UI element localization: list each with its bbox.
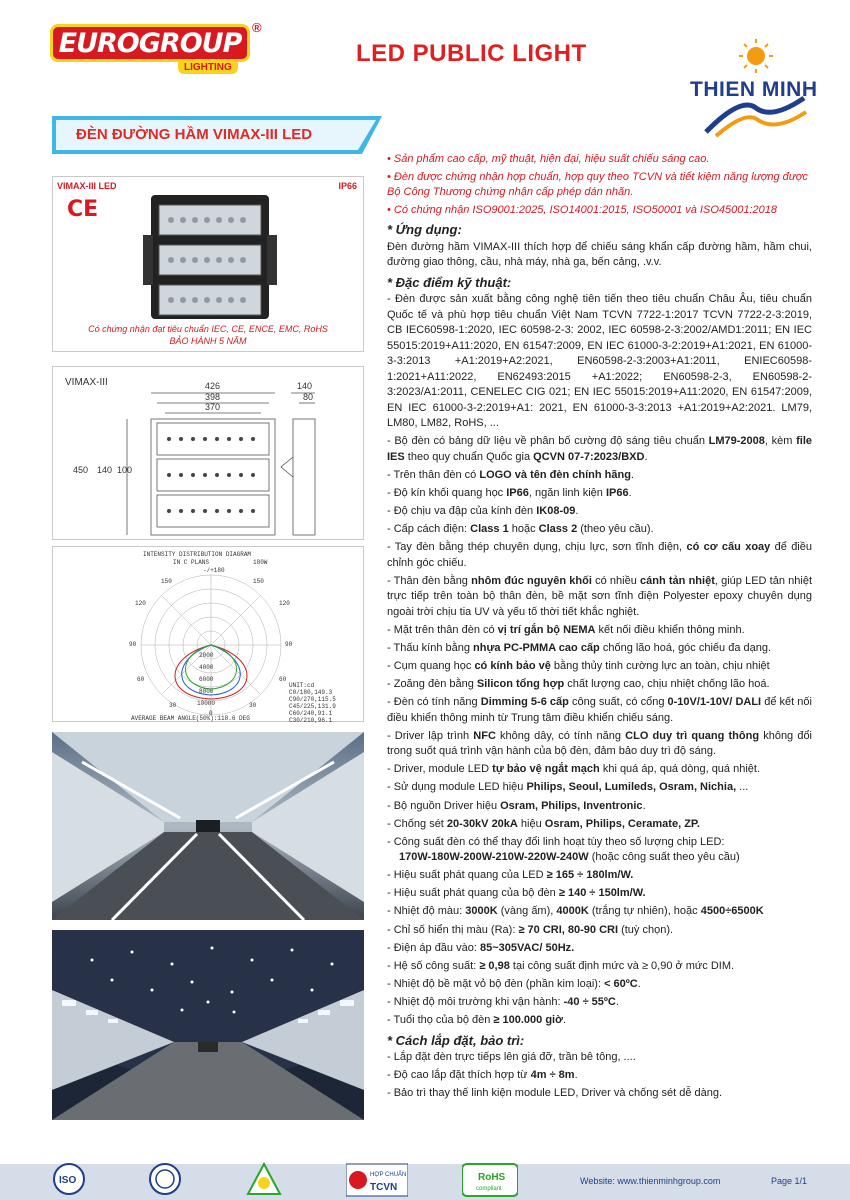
install-heading: * Cách lắp đặt, bảo trì: bbox=[387, 1032, 525, 1048]
ring-2000: 2000 bbox=[199, 652, 214, 659]
tech-ip: - Độ kín khối quang học IP66, ngăn linh kiện IP66. bbox=[387, 486, 632, 499]
tech-ik: - Độ chịu va đập của kính đèn IK08-09. bbox=[387, 504, 579, 517]
led-fixture-image bbox=[53, 187, 365, 327]
tech-driver-nfc: - Driver lập trình NFC không dây, có tính năng CLO duy trì quang thông không đổi trong suốt quá trình vận hành của bộ đèn, đảm bảo duy trì độ sáng. bbox=[387, 729, 813, 758]
legend-item-2: C90/270,115.5 bbox=[289, 696, 336, 703]
legend-item-4: C60/240,91.1 bbox=[289, 710, 333, 717]
eurogroup-logo-sub: LIGHTING bbox=[178, 61, 238, 74]
tunnel-photo-2-image bbox=[52, 930, 364, 1120]
drawing-label: VIMAX-III bbox=[65, 377, 108, 388]
angle-90-left: 90 bbox=[129, 641, 137, 648]
energy-label-icon bbox=[246, 1162, 282, 1198]
ip-rating-label: IP66 bbox=[338, 181, 357, 191]
angle-60-right: 60 bbox=[279, 676, 287, 683]
tech-protection: - Driver, module LED tự bảo vệ ngắt mạch khi quá áp, quá dòng, quá nhiệt. bbox=[387, 763, 761, 776]
tcvn-cert-bottom: TCVN bbox=[370, 1182, 398, 1193]
angle-150-right: 150 bbox=[253, 578, 264, 585]
tech-gasket: - Zoăng đèn bằng Silicon tổng hợp chất lượng cao, chịu nhiệt chống lão hoá. bbox=[387, 678, 770, 691]
dim-100: 100 bbox=[117, 465, 133, 475]
thienminh-logo-name: THIEN MINH bbox=[690, 78, 818, 101]
dim-370: 370 bbox=[205, 402, 221, 412]
angle-30-right: 30 bbox=[249, 702, 257, 709]
tech-surface-temp: - Nhiệt độ bề mặt vỏ bộ đèn (phần kim loại): < 60ºC. bbox=[387, 977, 641, 990]
intro-bullet-3: • Có chứng nhận ISO9001:2025, ISO14001:2015, ISO50001 và ISO45001:2018 bbox=[387, 203, 778, 216]
certification-caption-line1: Có chứng nhận đạt tiêu chuẩn IEC, CE, ENCE, EMC, RoHS bbox=[88, 324, 328, 334]
tech-insulation: - Cấp cách điện: Class 1 hoặc Class 2 (theo yêu cầu). bbox=[387, 522, 654, 535]
tech-led-brand: - Sử dụng module LED hiệu Philips, Seoul, Lumileds, Osram, Nichia, ... bbox=[387, 781, 749, 794]
dim-426: 426 bbox=[205, 381, 221, 391]
tech-ambient-temp: - Nhiệt độ môi trường khi vận hành: -40 ÷ 55ºC. bbox=[387, 995, 619, 1008]
tech-standards: - Đèn được sản xuất bằng công nghệ tiên tiến theo tiêu chuẩn Châu Âu, tiêu chuẩn Quốc tế và phù hợp tiêu chuẩn Việt Nam TCVN 7722-1:2017 TCVN 7722-2-3:2019, CB IEC60598-1:2020, IEC 60598-2-3: 2002, IEC 60598-2-3:2002/AMD1:2011; EN IEC 55015:2019+A11:2020, EN 61547:2009, EN IEC 61000-3-2:2019+A1:2021, EN 61000-3-3:2013 +A1:2019+A2:2021, EN60598-2-3:2003+A1:2011, ENIEC60598-1:2021+A11:2022, EN62493:2015 +A1:2022; EN60598-2-3, EN60598-2-3:2023/A1:2011, CENELEC CIG 021; EN IEC 55015:2019+A11:2020, EN 61547:2009, EN IEC 61000-3-2:2019+A1: 2021, EN 61000-3-3:2013 +A1:2019+A2:2021. LM79, LM80, LM82, RoHS, ... bbox=[387, 293, 812, 429]
tech-dimming: - Đèn có tính năng Dimming 5-6 cấp công suất, có cổng 0-10V/1-10V/ DALI để kết nối điều khiển thông minh từ Trung tâm điều khiển chiếu sáng. bbox=[387, 696, 812, 724]
angle-150-left: 150 bbox=[161, 578, 172, 585]
dim-140-top: 140 bbox=[297, 381, 313, 391]
iso-cert-icon bbox=[52, 1162, 86, 1198]
tcvn-cert-logo bbox=[346, 1162, 408, 1198]
legend-item-5: C30/210,96.1 bbox=[289, 717, 333, 723]
install-mounting: - Lắp đặt đèn trực tiếps lên giá đỡ, trần bê tông, .... bbox=[387, 1051, 636, 1064]
footer-page-number: Page 1/1 bbox=[771, 1176, 808, 1186]
tech-body: - Thân đèn bằng nhôm đúc nguyên khối có nhiều cánh tản nhiệt, giúp LED tản nhiệt trực tiếp trên toàn bộ thân đèn, bề mặt sơn tĩnh điện Polyester epoxy chuyên dụng ngoài trời chịu tia UV và yếu tố thời tiết khắc nghiệt. bbox=[387, 574, 813, 618]
thienminh-logo bbox=[686, 36, 826, 146]
tech-led-efficacy: - Hiệu suất phát quang của LED ≥ 165 ÷ 180lm/W. bbox=[387, 869, 634, 882]
ring-10000: 10000 bbox=[197, 700, 216, 707]
rohs-cert-logo bbox=[462, 1162, 518, 1198]
iso-cert-logo-1 bbox=[52, 1162, 86, 1198]
product-photo-label: VIMAX-III LED bbox=[57, 181, 117, 191]
rohs-sub: compliant bbox=[476, 1186, 502, 1192]
angle-120-left: 120 bbox=[135, 600, 146, 607]
tech-bracket: - Tay đèn bằng thép chuyên dụng, chịu lực, sơn tĩnh điện, có cơ cấu xoay để điều chỉnh góc chiếu. bbox=[387, 541, 812, 569]
dim-398: 398 bbox=[205, 392, 221, 402]
tunnel-photo-1-image bbox=[52, 732, 364, 920]
tech-luminaire-efficacy: - Hiệu suất phát quang của bộ đèn ≥ 140 ÷ 150lm/W. bbox=[387, 887, 646, 900]
intro-bullet-1: • Sản phẩm cao cấp, mỹ thuật, hiện đại, hiệu suất chiếu sáng cao. bbox=[387, 153, 710, 165]
tech-voltage: - Điện áp đầu vào: 85~305VAC/ 50Hz. bbox=[387, 941, 575, 954]
tech-photometric: - Bộ đèn có bảng dữ liệu về phân bố cường độ sáng tiêu chuẩn LM79-2008, kèm file IES theo quy chuẩn Quốc gia QCVN 07-7:2023/BXD. bbox=[387, 435, 813, 463]
tech-power: - Công suất đèn có thể thay đổi linh hoạt tùy theo số lượng chip LED: 170W-180W-200W-210W-220W-240W (hoặc công suất theo yêu cầu) bbox=[387, 835, 740, 864]
tcvn-cert-icon bbox=[346, 1162, 408, 1198]
ce-mark-icon: CE bbox=[67, 197, 99, 222]
energy-label-logo bbox=[246, 1162, 282, 1198]
tech-driver-brand: - Bộ nguồn Driver hiệu Osram, Philips, Inventronic. bbox=[387, 799, 646, 812]
install-maintenance: - Bảo trì thay thế linh kiện module LED, Driver và chống sét dễ dàng. bbox=[387, 1087, 723, 1100]
tech-logo: - Trên thân đèn có LOGO và tên đèn chính hãng. bbox=[387, 468, 634, 481]
tech-lens: - Thấu kính bằng nhựa PC-PMMA cao cấp chống lão hoá, góc chiếu đa dạng. bbox=[387, 641, 772, 654]
certification-caption bbox=[53, 323, 363, 347]
beam-angle: AVERAGE BEAM ANGLE(50%):118.6 DEG bbox=[131, 715, 250, 722]
rohs-text: RoHS bbox=[478, 1172, 506, 1183]
product-photo-panel bbox=[52, 176, 364, 352]
angle-90-right: 90 bbox=[285, 641, 293, 648]
diagram-subtitle: IN C PLANS bbox=[173, 559, 210, 566]
registered-mark: ® bbox=[252, 20, 262, 35]
tunnel-photo-2 bbox=[52, 930, 364, 1120]
ring-8000: 8000 bbox=[199, 688, 214, 695]
angle-120-right: 120 bbox=[279, 600, 290, 607]
dim-450: 450 bbox=[73, 465, 89, 475]
intro-bullet-2: • Đèn được chứng nhận hợp chuẩn, hợp quy theo TCVN và tiết kiệm năng lượng được Bộ Công Thương chứng nhận cấp phép dán nhãn. bbox=[387, 170, 808, 198]
dimension-drawing bbox=[53, 367, 365, 541]
ring-6000: 6000 bbox=[199, 676, 214, 683]
eurogroup-logo-box bbox=[50, 24, 250, 62]
tech-glass: - Cụm quang học có kính bảo vệ bằng thủy tinh cường lực an toàn, chịu nhiệt bbox=[387, 659, 770, 672]
product-title: ĐÈN ĐƯỜNG HẦM VIMAX-III LED bbox=[76, 126, 313, 143]
iso-cert-text: ISO bbox=[59, 1175, 77, 1186]
tech-surge: - Chống sét 20-30kV 20kA hiệu Osram, Philips, Ceramate, ZP. bbox=[387, 817, 700, 830]
angle-0: 0 bbox=[209, 710, 213, 717]
angle-30-left: 30 bbox=[169, 702, 177, 709]
tech-nema: - Mặt trên thân đèn có vị trí gắn bộ NEMA kết nối điều khiển thông minh. bbox=[387, 623, 745, 636]
tech-lifetime: - Tuổi thọ của bộ đèn ≥ 100.000 giờ. bbox=[387, 1014, 566, 1027]
dimension-drawing-panel bbox=[52, 366, 364, 540]
dim-80: 80 bbox=[303, 392, 314, 402]
tech-power-factor: - Hệ số công suất: ≥ 0,98 tại công suất định mức và ≥ 0,90 ở mức DIM. bbox=[387, 959, 735, 972]
rohs-cert-icon bbox=[462, 1162, 518, 1198]
angle-top: -/+180 bbox=[203, 567, 225, 574]
footer-website[interactable]: Website: www.thienminhgroup.com bbox=[580, 1176, 721, 1186]
legend-unit: UNIT:cd bbox=[289, 682, 315, 689]
tech-heading: * Đặc điểm kỹ thuật: bbox=[387, 274, 512, 290]
intensity-diagram-panel bbox=[52, 546, 364, 722]
tech-cri: - Chỉ số hiển thị màu (Ra): ≥ 70 CRI, 80-90 CRI (tuỳ chọn). bbox=[387, 923, 674, 936]
intensity-distribution-diagram bbox=[53, 547, 365, 723]
legend-item-1: C0/180,149.3 bbox=[289, 689, 333, 696]
eurogroup-logo bbox=[50, 20, 262, 74]
product-banner bbox=[52, 116, 392, 154]
angle-60-left: 60 bbox=[137, 676, 145, 683]
ring-4000: 4000 bbox=[199, 664, 214, 671]
footer-band bbox=[0, 1164, 850, 1200]
diagram-title: INTENSITY DISTRIBUTION DIAGRAM bbox=[143, 551, 252, 558]
tcvn-cert-top: HỢP CHUẨN bbox=[370, 1172, 407, 1178]
warranty-caption: BẢO HÀNH 5 NĂM bbox=[169, 336, 247, 346]
page-title: LED PUBLIC LIGHT bbox=[356, 40, 587, 67]
dim-140-left: 140 bbox=[97, 465, 113, 475]
usage-heading: * Ứng dụng: bbox=[387, 222, 462, 237]
tech-cct: - Nhiệt độ màu: 3000K (vàng ấm), 4000K (trắng tự nhiên), hoặc 4500÷6500K bbox=[387, 905, 764, 918]
specification-column bbox=[387, 152, 812, 1104]
iso-cert-logo-2 bbox=[148, 1162, 182, 1198]
usage-text: Đèn đường hầm VIMAX-III thích hợp để chiếu sáng khẩn cấp đường hầm, hầm chui, đường giao thông, cầu, nhà máy, nhà ga, bến cảng, .v.v. bbox=[387, 240, 812, 268]
diagram-power: 180W bbox=[253, 559, 268, 566]
install-height: - Độ cao lắp đặt thích hợp từ 4m ÷ 8m. bbox=[387, 1069, 578, 1082]
iso-cert-icon-2 bbox=[148, 1162, 182, 1198]
eurogroup-logo-name: EUROGROUP bbox=[58, 27, 242, 59]
tunnel-photo-1 bbox=[52, 732, 364, 920]
legend-item-3: C45/225,131.9 bbox=[289, 703, 336, 710]
